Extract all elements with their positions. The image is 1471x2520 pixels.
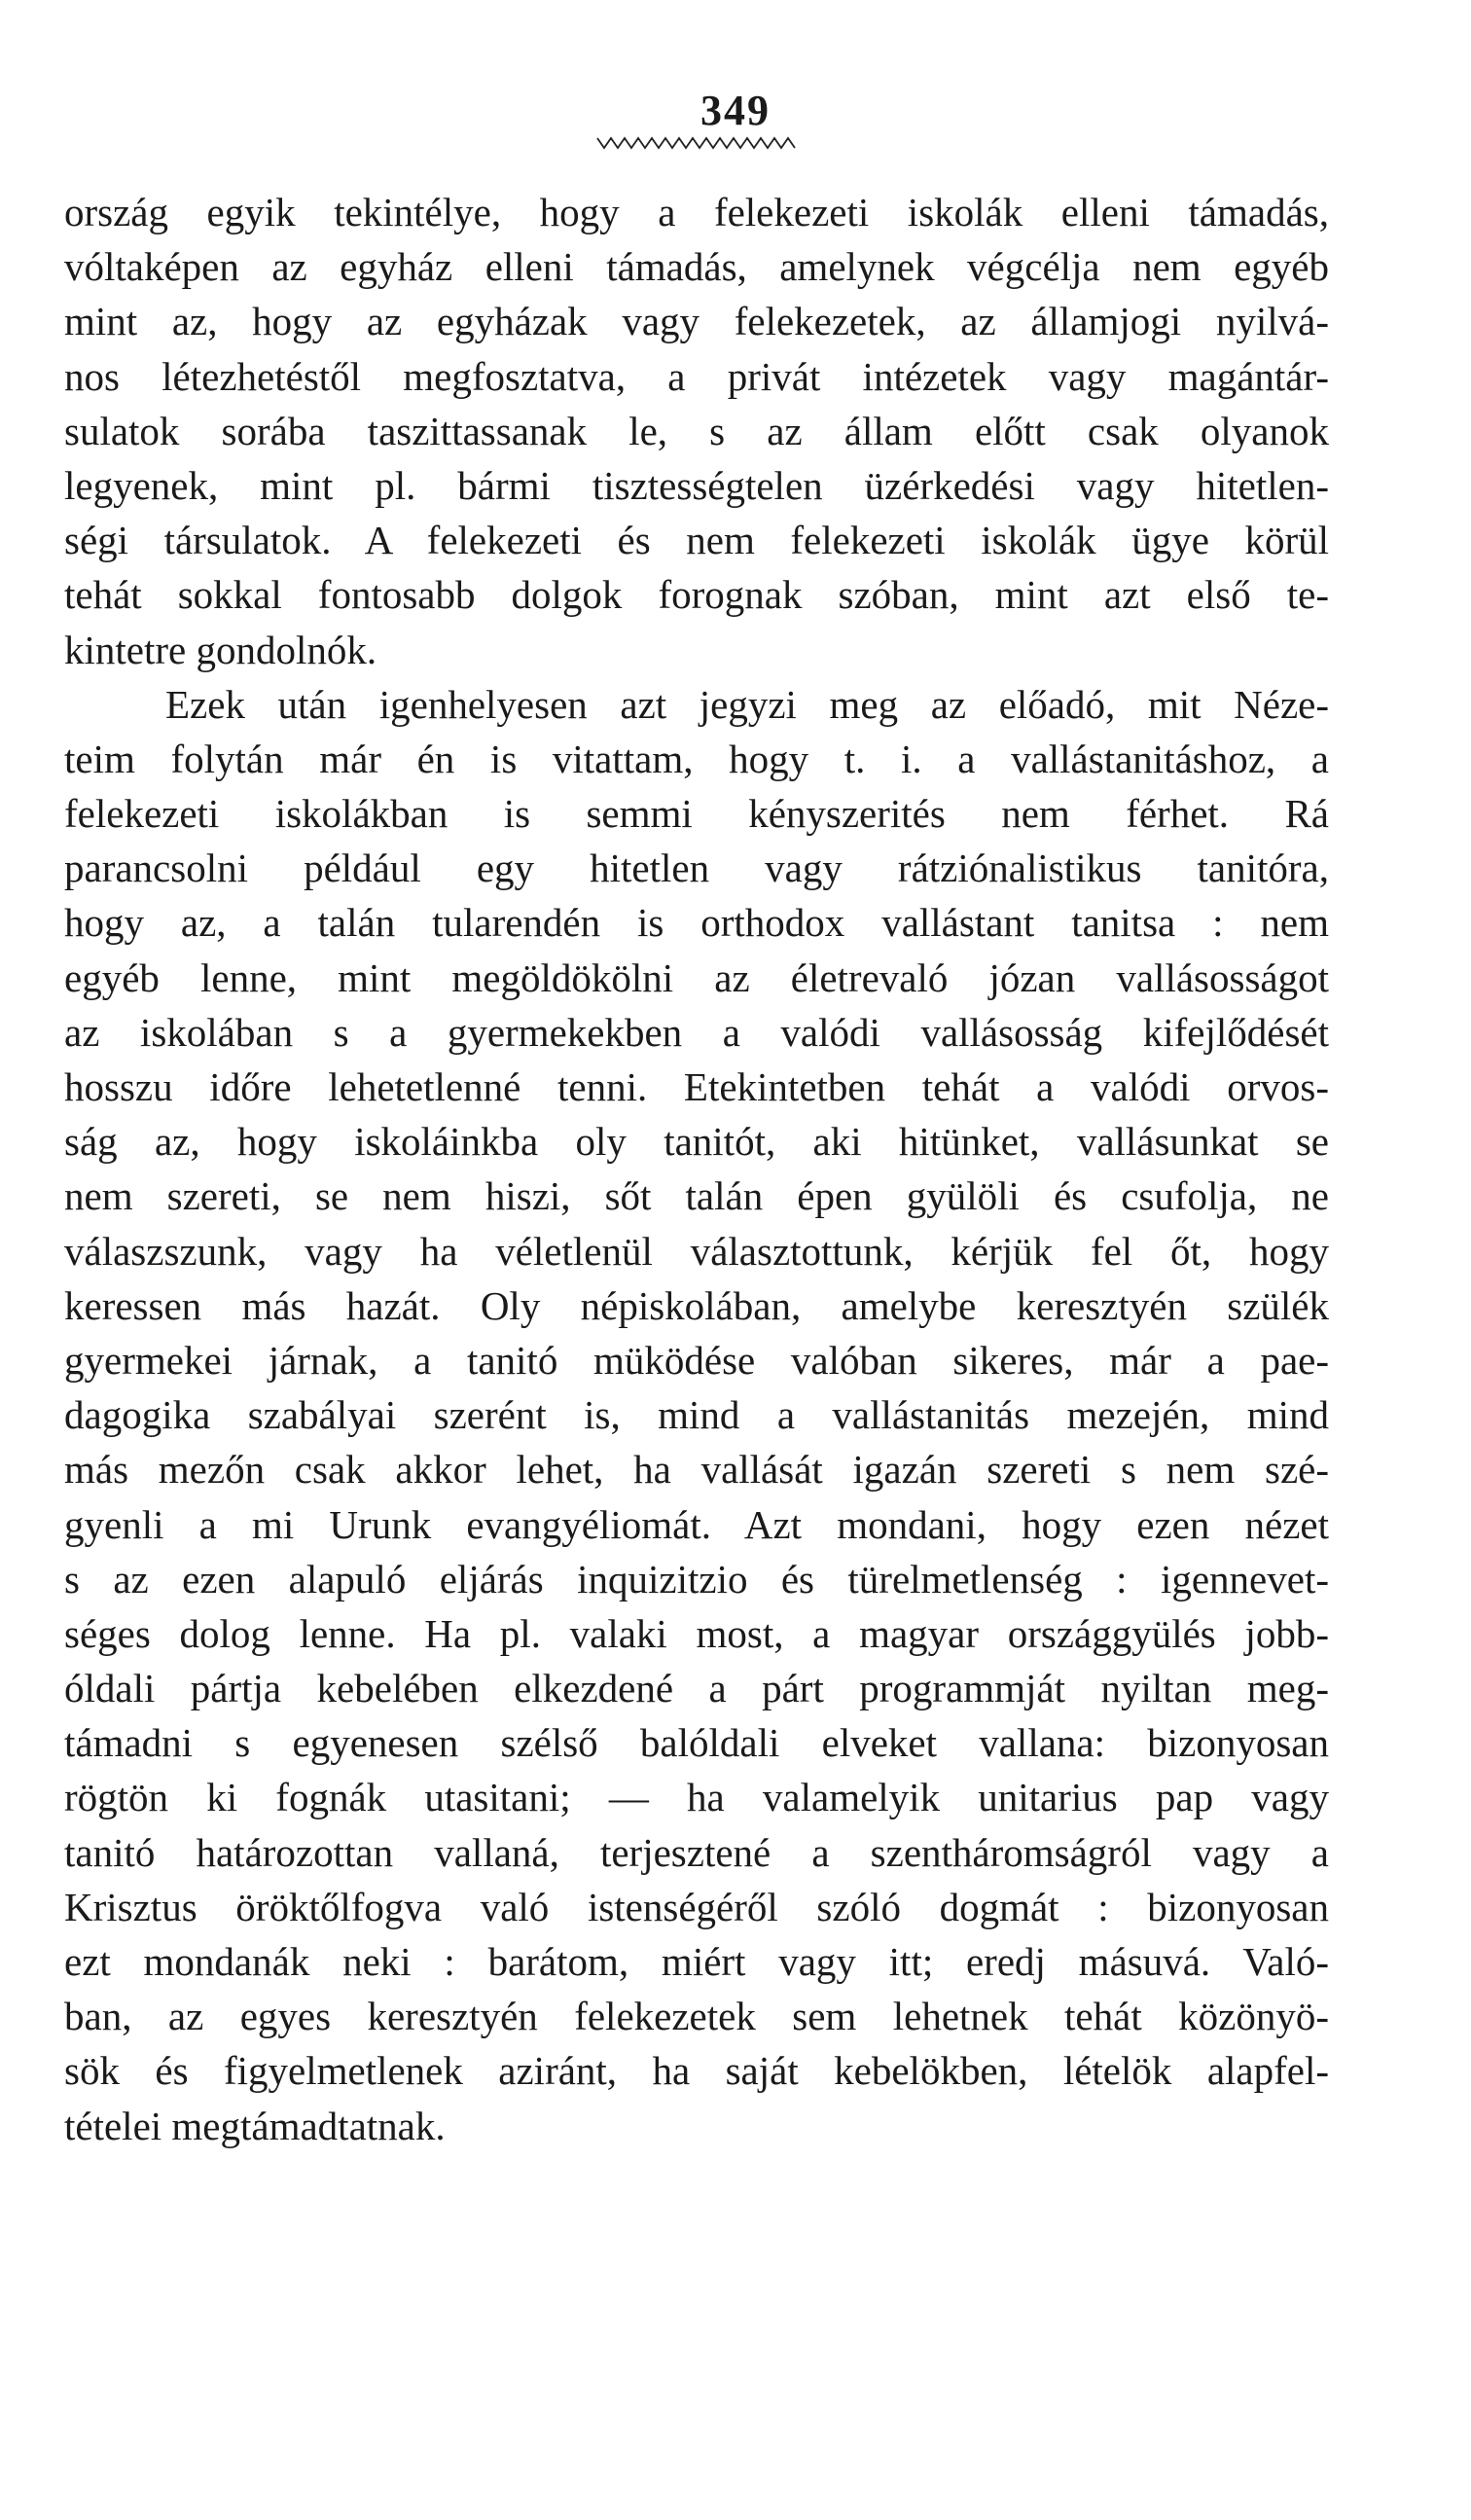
text-line: válaszszunk, vagy ha véletlenül választottunk, kérjük fel őt, hogy — [64, 1228, 1329, 1274]
text-line: sulatok sorába taszittassanak le, s az állam előtt csak olyanok — [64, 408, 1329, 453]
text-line: támadni s egyenesen szélső balóldali elveket vallana: bizonyosan — [64, 1720, 1329, 1766]
text-line: vóltaképen az egyház elleni támadás, amelynek végcélja nem egyéb — [64, 244, 1329, 290]
text-line: tehát sokkal fontosabb dolgok forognak szóban, mint azt első te- — [64, 572, 1329, 618]
text-line: ország egyik tekintélye, hogy a felekezeti iskolák elleni támadás, — [64, 190, 1329, 234]
wavy-ornament-divider — [595, 134, 800, 154]
text-line: Krisztus öröktőlfogva való istenségéről szóló dogmát : bizonyosan — [64, 1884, 1329, 1929]
text-line: nos létezhetéstől megfosztatva, a privát intézetek vagy magántár- — [64, 353, 1329, 399]
text-line: legyenek, mint pl. bármi tisztességtelen üzérkedési vagy hitetlen- — [64, 462, 1329, 508]
text-line: teim folytán már én is vitattam, hogy t. i. a vallástanitáshoz, a — [64, 736, 1329, 781]
text-line: óldali pártja kebelében elkezdené a párt programmját nyiltan meg- — [64, 1666, 1329, 1711]
text-line: nem szereti, se nem hiszi, sőt talán épen gyülöli és csufolja, ne — [64, 1173, 1329, 1219]
text-line: mint az, hogy az egyházak vagy felekezetek, az államjogi nyilvá- — [64, 299, 1329, 344]
text-line: az iskolában s a gyermekekben a valódi vallásosság kifejlődését — [64, 1009, 1329, 1055]
text-line: ban, az egyes keresztyén felekezetek sem lehetnek tehát közönyö- — [64, 1994, 1329, 2039]
text-line: sök és figyelmetlenek aziránt, ha saját kebelökben, lételök alapfel- — [64, 2048, 1329, 2094]
text-line: tanitó határozottan vallaná, terjesztené a szentháromságról vagy a — [64, 1829, 1329, 1875]
text-line: s az ezen alapuló eljárás inquizitzio és türelmetlenség : igennevet- — [64, 1556, 1329, 1602]
text-line: gyermekei járnak, a tanitó müködése valóban sikeres, már a pae- — [64, 1337, 1329, 1383]
text-line: dagogika szabályai szerént is, mind a vallástanitás mezején, mind — [64, 1392, 1329, 1438]
text-line: ság az, hogy iskoláinkba oly tanitót, aki hitünket, vallásunkat se — [64, 1119, 1329, 1165]
text-line: kintetre gondolnók. — [64, 627, 377, 672]
text-line: felekezeti iskolákban is semmi kényszerités nem férhet. Rá — [64, 791, 1329, 837]
text-line: hogy az, a talán tularendén is orthodox vallástant tanitsa : nem — [64, 900, 1329, 946]
text-line: egyéb lenne, mint megöldökölni az életrevaló józan vallásosságot — [64, 954, 1329, 1000]
text-line: ségi társulatok. A felekezeti és nem felekezeti iskolák ügye körül — [64, 518, 1329, 563]
text-line: rögtön ki fognák utasitani; — ha valamelyik unitarius pap vagy — [64, 1775, 1329, 1820]
body-text — [64, 185, 1329, 2153]
text-line: más mezőn csak akkor lehet, ha vallását igazán szereti s nem szé- — [64, 1447, 1329, 1493]
text-line: Ezek után igenhelyesen azt jegyzi meg az előadó, mit Néze- — [165, 681, 1329, 727]
text-line: parancsolni például egy hitetlen vagy rátziónalistikus tanitóra, — [64, 846, 1329, 891]
text-line: gyenli a mi Urunk evangyéliomát. Azt mondani, hogy ezen nézet — [64, 1501, 1329, 1547]
text-line: séges dolog lenne. Ha pl. valaki most, a magyar országgyülés jobb- — [64, 1610, 1329, 1656]
text-line: ezt mondanák neki : barátom, miért vagy itt; eredj másuvá. Való- — [64, 1939, 1329, 1984]
text-line: hosszu időre lehetetlenné tenni. Etekintetben tehát a valódi orvos- — [64, 1064, 1329, 1109]
page-number: 349 — [700, 87, 771, 134]
text-line: keressen más hazát. Oly népiskolában, amelybe keresztyén szülék — [64, 1282, 1329, 1328]
text-line: tételei megtámadtatnak. — [64, 2103, 446, 2148]
